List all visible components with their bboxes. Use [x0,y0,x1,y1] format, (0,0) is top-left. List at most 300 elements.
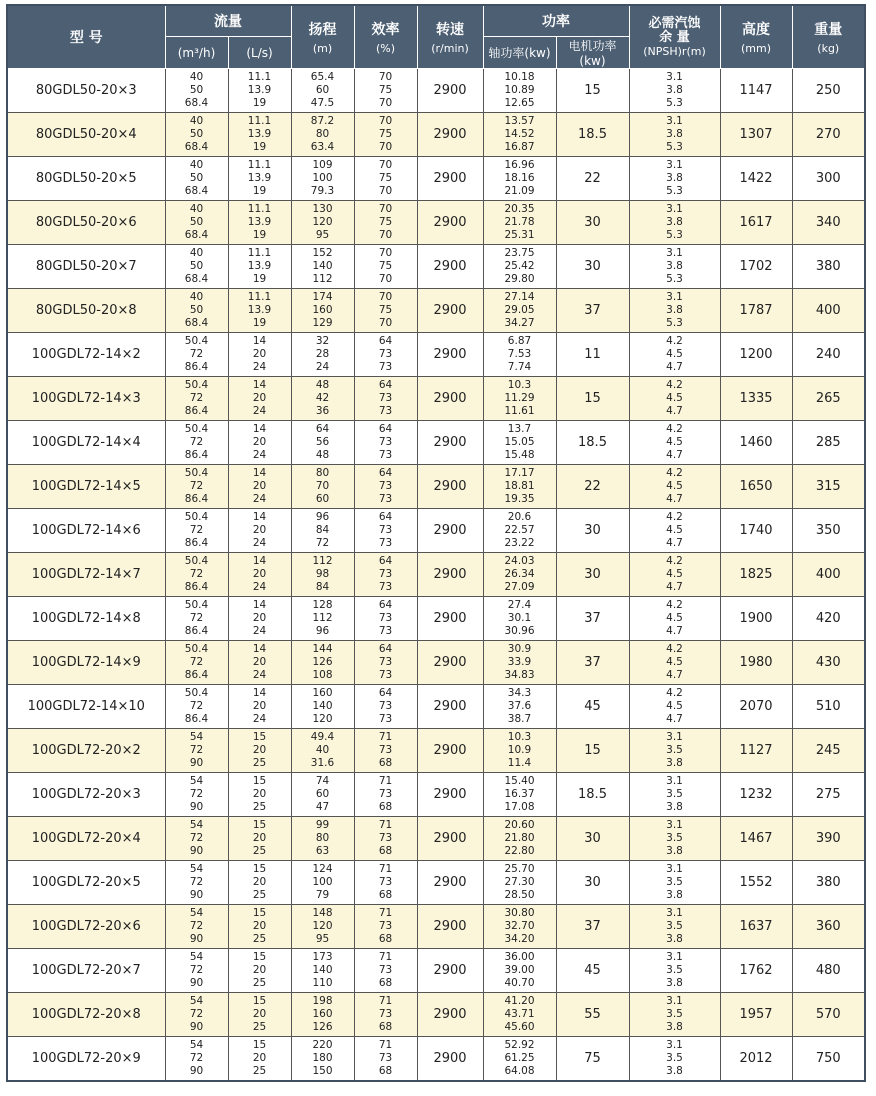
npsh-cell [629,861,720,905]
efficiency-cell [354,817,417,861]
header-shaft-power: 轴功率(kw) [483,37,556,69]
model-cell: 100GDL72-20×4 [7,817,165,861]
npsh-cell [629,465,720,509]
head-value: 80 [315,467,330,479]
model-cell: 100GDL72-14×8 [7,597,165,641]
npsh-value: 5.3 [666,141,683,153]
efficiency-value: 71 [378,995,393,1007]
header-efficiency-unit: (%) [375,42,396,55]
table-row [7,333,865,377]
flow-m3h-value: 54 [189,951,204,963]
head-value: 79.3 [310,185,335,197]
speed-cell: 2900 [417,245,483,289]
npsh-value: 3.1 [666,1039,683,1051]
flow-ls-value: 25 [252,933,267,945]
flow-m3h-value: 86.4 [184,581,209,593]
height-cell: 1147 [720,69,792,113]
flow-m3h-value: 90 [189,977,204,989]
height-cell: 1740 [720,509,792,553]
flow-ls-value: 25 [252,889,267,901]
header-height-unit: (mm) [740,42,771,55]
flow-ls-value: 25 [252,1021,267,1033]
npsh-cell [629,157,720,201]
flow-ls-value: 20 [252,568,267,580]
npsh-value: 3.5 [666,788,683,800]
flow-m3h-value: 72 [189,392,204,404]
efficiency-value: 71 [378,775,393,787]
table-row [7,421,865,465]
efficiency-value: 73 [378,744,393,756]
shaft-power-cell [483,157,556,201]
shaft-power-value: 27.4 [507,599,532,611]
flow-m3h-value: 90 [189,1021,204,1033]
flow-ls-value: 14 [252,643,267,655]
flow-m3h-cell [165,113,228,157]
head-value: 49.4 [310,731,335,743]
shaft-power-value: 61.25 [504,1052,535,1064]
shaft-power-cell [483,421,556,465]
npsh-cell [629,949,720,993]
head-value: 84 [315,524,330,536]
head-cell [291,201,354,245]
efficiency-value: 75 [378,260,393,272]
npsh-value: 4.7 [666,493,683,505]
height-cell: 1552 [720,861,792,905]
flow-m3h-cell [165,597,228,641]
head-value: 148 [312,907,333,919]
shaft-power-value: 10.3 [507,379,532,391]
flow-m3h-value: 72 [189,656,204,668]
head-cell [291,685,354,729]
shaft-power-value: 20.35 [504,203,535,215]
flow-m3h-value: 86.4 [184,361,209,373]
efficiency-cell [354,641,417,685]
efficiency-value: 73 [378,964,393,976]
weight-cell: 285 [792,421,865,465]
head-value: 96 [315,625,330,637]
npsh-value: 3.8 [666,977,683,989]
flow-ls-value: 15 [252,775,267,787]
height-cell: 2012 [720,1037,792,1082]
flow-ls-cell [228,509,291,553]
efficiency-value: 70 [378,71,393,83]
shaft-power-value: 34.3 [507,687,532,699]
efficiency-value: 71 [378,731,393,743]
header-weight-unit: (kg) [817,42,840,55]
flow-ls-value: 13.9 [247,260,272,272]
flow-m3h-value: 50 [189,260,204,272]
speed-cell: 2900 [417,641,483,685]
model-cell: 80GDL50-20×6 [7,201,165,245]
head-cell [291,861,354,905]
height-cell: 1467 [720,817,792,861]
flow-ls-cell [228,729,291,773]
flow-m3h-cell [165,421,228,465]
height-cell: 2070 [720,685,792,729]
flow-ls-value: 25 [252,1065,267,1077]
npsh-value: 4.2 [666,379,683,391]
flow-ls-value: 11.1 [247,291,272,303]
height-cell: 1200 [720,333,792,377]
weight-cell: 750 [792,1037,865,1082]
header-head-unit: (m) [312,42,333,55]
height-cell: 1825 [720,553,792,597]
npsh-value: 3.8 [666,845,683,857]
weight-cell: 420 [792,597,865,641]
flow-m3h-value: 86.4 [184,625,209,637]
efficiency-cell [354,113,417,157]
flow-m3h-value: 68.4 [184,141,209,153]
speed-cell: 2900 [417,1037,483,1082]
motor-power-cell: 37 [556,597,629,641]
npsh-value: 3.5 [666,876,683,888]
npsh-value: 3.8 [666,1021,683,1033]
head-value: 74 [315,775,330,787]
shaft-power-value: 23.75 [504,247,535,259]
npsh-cell [629,729,720,773]
flow-m3h-value: 68.4 [184,273,209,285]
motor-power-cell: 15 [556,69,629,113]
flow-m3h-value: 54 [189,731,204,743]
head-value: 31.6 [310,757,335,769]
shaft-power-cell [483,641,556,685]
npsh-value: 3.8 [666,304,683,316]
head-value: 98 [315,568,330,580]
shaft-power-value: 21.09 [504,185,535,197]
npsh-value: 3.5 [666,1008,683,1020]
npsh-value: 3.1 [666,247,683,259]
npsh-value: 4.5 [666,700,683,712]
shaft-power-value: 21.80 [504,832,535,844]
npsh-value: 3.8 [666,260,683,272]
efficiency-value: 71 [378,951,393,963]
shaft-power-value: 33.9 [507,656,532,668]
efficiency-value: 70 [378,291,393,303]
flow-ls-value: 14 [252,335,267,347]
head-cell [291,377,354,421]
npsh-value: 3.5 [666,832,683,844]
table-row [7,685,865,729]
npsh-value: 3.1 [666,291,683,303]
head-value: 198 [312,995,333,1007]
efficiency-value: 73 [378,436,393,448]
flow-m3h-value: 86.4 [184,669,209,681]
flow-ls-cell [228,157,291,201]
table-header [7,5,865,69]
flow-ls-cell [228,553,291,597]
flow-m3h-value: 54 [189,1039,204,1051]
npsh-value: 3.1 [666,951,683,963]
efficiency-value: 70 [378,185,393,197]
speed-cell: 2900 [417,465,483,509]
flow-m3h-value: 68.4 [184,229,209,241]
head-value: 144 [312,643,333,655]
efficiency-cell [354,421,417,465]
npsh-cell [629,333,720,377]
model-cell: 100GDL72-20×9 [7,1037,165,1082]
weight-cell: 400 [792,553,865,597]
npsh-value: 3.5 [666,1052,683,1064]
weight-cell: 250 [792,69,865,113]
height-cell: 1617 [720,201,792,245]
efficiency-value: 68 [378,1021,393,1033]
head-value: 60 [315,788,330,800]
height-cell: 1460 [720,421,792,465]
flow-m3h-value: 72 [189,480,204,492]
head-value: 120 [312,713,333,725]
shaft-power-value: 10.18 [504,71,535,83]
npsh-value: 4.5 [666,436,683,448]
shaft-power-cell [483,993,556,1037]
header-speed-label: 转速 [436,22,464,38]
model-cell: 100GDL72-14×5 [7,465,165,509]
flow-ls-value: 14 [252,555,267,567]
flow-m3h-value: 72 [189,832,204,844]
head-cell [291,993,354,1037]
flow-ls-value: 13.9 [247,84,272,96]
efficiency-cell [354,1037,417,1082]
head-value: 180 [312,1052,333,1064]
npsh-value: 4.2 [666,511,683,523]
flow-ls-cell [228,905,291,949]
head-value: 130 [312,203,333,215]
header-npsh-line2: 余 量 [659,29,690,45]
head-cell [291,509,354,553]
weight-cell: 275 [792,773,865,817]
weight-cell: 300 [792,157,865,201]
flow-m3h-value: 50 [189,128,204,140]
npsh-value: 4.2 [666,467,683,479]
header-npsh-unit: (NPSH)r(m) [643,44,706,58]
shaft-power-cell [483,905,556,949]
flow-m3h-cell [165,465,228,509]
height-cell: 1335 [720,377,792,421]
head-cell [291,113,354,157]
flow-ls-cell [228,333,291,377]
model-cell: 100GDL72-14×2 [7,333,165,377]
table-row [7,1037,865,1082]
flow-ls-value: 15 [252,907,267,919]
flow-m3h-value: 86.4 [184,713,209,725]
efficiency-cell [354,333,417,377]
head-value: 109 [312,159,333,171]
flow-ls-value: 13.9 [247,128,272,140]
shaft-power-value: 22.80 [504,845,535,857]
flow-ls-value: 20 [252,480,267,492]
height-cell: 1637 [720,905,792,949]
weight-cell: 390 [792,817,865,861]
height-cell: 1787 [720,289,792,333]
efficiency-cell [354,201,417,245]
flow-m3h-value: 50.4 [184,379,209,391]
flow-ls-value: 14 [252,423,267,435]
head-value: 79 [315,889,330,901]
flow-m3h-value: 54 [189,907,204,919]
flow-ls-value: 19 [252,141,267,153]
efficiency-value: 73 [378,669,393,681]
flow-m3h-cell [165,201,228,245]
shaft-power-value: 30.9 [507,643,532,655]
flow-m3h-cell [165,685,228,729]
head-value: 42 [315,392,330,404]
flow-ls-cell [228,245,291,289]
flow-m3h-value: 50.4 [184,643,209,655]
efficiency-cell [354,993,417,1037]
efficiency-value: 73 [378,493,393,505]
head-value: 63 [315,845,330,857]
shaft-power-value: 30.80 [504,907,535,919]
efficiency-value: 70 [378,115,393,127]
npsh-value: 4.7 [666,713,683,725]
npsh-value: 3.5 [666,964,683,976]
shaft-power-cell [483,553,556,597]
shaft-power-value: 38.7 [507,713,532,725]
flow-m3h-value: 54 [189,775,204,787]
shaft-power-value: 36.00 [504,951,535,963]
flow-ls-value: 20 [252,788,267,800]
head-value: 124 [312,863,333,875]
flow-ls-cell [228,113,291,157]
flow-m3h-value: 50.4 [184,335,209,347]
head-value: 112 [312,273,333,285]
speed-cell: 2900 [417,817,483,861]
efficiency-cell [354,553,417,597]
npsh-value: 3.5 [666,744,683,756]
shaft-power-value: 10.3 [507,731,532,743]
shaft-power-value: 17.17 [504,467,535,479]
height-cell: 1307 [720,113,792,157]
motor-power-cell: 30 [556,509,629,553]
efficiency-value: 68 [378,757,393,769]
header-efficiency [354,5,417,69]
table-row [7,553,865,597]
npsh-value: 4.7 [666,581,683,593]
flow-m3h-value: 40 [189,71,204,83]
shaft-power-value: 13.57 [504,115,535,127]
npsh-cell [629,993,720,1037]
npsh-value: 5.3 [666,97,683,109]
model-cell: 100GDL72-20×7 [7,949,165,993]
speed-cell: 2900 [417,157,483,201]
flow-ls-cell [228,641,291,685]
head-value: 87.2 [310,115,335,127]
weight-cell: 380 [792,861,865,905]
pump-spec-table-container [6,4,864,1082]
head-value: 128 [312,599,333,611]
head-value: 60 [315,84,330,96]
efficiency-value: 75 [378,172,393,184]
head-value: 160 [312,687,333,699]
head-value: 174 [312,291,333,303]
efficiency-value: 68 [378,933,393,945]
flow-ls-cell [228,201,291,245]
model-cell: 100GDL72-14×6 [7,509,165,553]
npsh-value: 4.5 [666,612,683,624]
flow-ls-value: 15 [252,731,267,743]
weight-cell: 315 [792,465,865,509]
flow-m3h-value: 50.4 [184,687,209,699]
shaft-power-value: 30.96 [504,625,535,637]
shaft-power-value: 39.00 [504,964,535,976]
head-value: 24 [315,361,330,373]
npsh-cell [629,201,720,245]
height-cell: 1650 [720,465,792,509]
efficiency-cell [354,289,417,333]
npsh-value: 4.2 [666,643,683,655]
flow-m3h-cell [165,509,228,553]
header-flow: 流量 [165,5,291,37]
flow-m3h-value: 72 [189,876,204,888]
height-cell: 1702 [720,245,792,289]
flow-m3h-value: 72 [189,612,204,624]
efficiency-value: 64 [378,423,393,435]
model-cell: 80GDL50-20×8 [7,289,165,333]
npsh-cell [629,1037,720,1082]
flow-ls-value: 11.1 [247,247,272,259]
flow-m3h-value: 50.4 [184,599,209,611]
npsh-value: 5.3 [666,317,683,329]
shaft-power-value: 45.60 [504,1021,535,1033]
efficiency-cell [354,773,417,817]
shaft-power-cell [483,377,556,421]
flow-ls-value: 19 [252,97,267,109]
efficiency-value: 64 [378,467,393,479]
head-cell [291,1037,354,1082]
efficiency-value: 73 [378,537,393,549]
header-speed-unit: (r/min) [431,42,469,55]
table-row [7,949,865,993]
head-value: 152 [312,247,333,259]
shaft-power-value: 16.37 [504,788,535,800]
shaft-power-value: 6.87 [507,335,532,347]
efficiency-cell [354,157,417,201]
shaft-power-cell [483,729,556,773]
flow-ls-value: 14 [252,467,267,479]
npsh-cell [629,289,720,333]
header-height-label: 高度 [742,22,770,38]
flow-ls-value: 25 [252,977,267,989]
shaft-power-value: 64.08 [504,1065,535,1077]
flow-m3h-cell [165,949,228,993]
flow-ls-value: 19 [252,273,267,285]
efficiency-value: 70 [378,229,393,241]
motor-power-cell: 30 [556,861,629,905]
head-value: 47.5 [310,97,335,109]
flow-m3h-value: 72 [189,348,204,360]
speed-cell: 2900 [417,861,483,905]
header-flow-unit-ls: (L/s) [228,37,291,69]
header-npsh [629,5,720,69]
head-value: 100 [312,876,333,888]
flow-m3h-cell [165,861,228,905]
flow-m3h-value: 50 [189,304,204,316]
flow-ls-cell [228,817,291,861]
head-value: 84 [315,581,330,593]
shaft-power-value: 34.27 [504,317,535,329]
npsh-value: 3.1 [666,819,683,831]
table-row [7,245,865,289]
flow-m3h-value: 72 [189,568,204,580]
npsh-value: 4.5 [666,348,683,360]
motor-power-cell: 37 [556,641,629,685]
shaft-power-value: 10.89 [504,84,535,96]
speed-cell: 2900 [417,553,483,597]
speed-cell: 2900 [417,289,483,333]
head-cell [291,245,354,289]
npsh-value: 4.7 [666,449,683,461]
speed-cell: 2900 [417,509,483,553]
head-cell [291,817,354,861]
